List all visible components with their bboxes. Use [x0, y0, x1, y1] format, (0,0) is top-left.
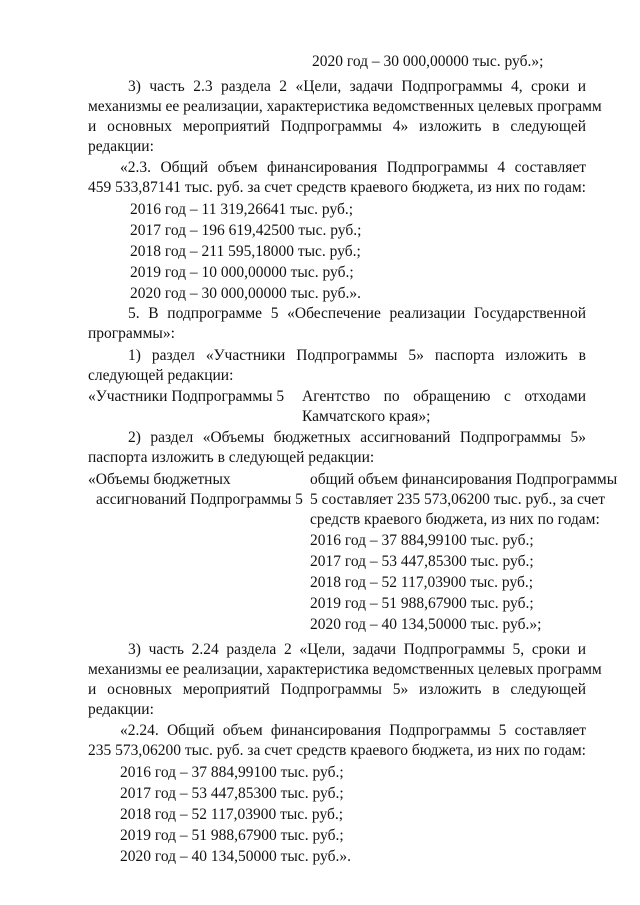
table-cell-right: 2018 год – 52 117,03900 тыс. руб.; — [310, 574, 534, 591]
text-line: 2020 год – 40 134,50000 тыс. руб.». — [120, 848, 351, 865]
text-line: 2019 год – 51 988,67900 тыс. руб.; — [120, 827, 344, 844]
text-line: 5. В подпрограмме 5 «Обеспечение реализации Государственной — [128, 305, 586, 322]
text-line: механизмы ее реализации, характеристика ведомственных целевых программ — [88, 661, 602, 678]
text-line: программы»: — [88, 325, 175, 342]
table-cell-right: Агентство по обращению с отходами — [302, 388, 586, 405]
text-line: 1) раздел «Участники Подпрограммы 5» паспорта изложить в — [128, 347, 586, 364]
table-cell-right: 2017 год – 53 447,85300 тыс. руб.; — [310, 553, 534, 570]
text-line: механизмы ее реализации, характеристика ведомственных целевых программ — [88, 98, 602, 115]
text-line: 3) часть 2.24 раздела 2 «Цели, задачи Подпрограммы 5, сроки и — [128, 641, 586, 658]
text-line: 459 533,87141 тыс. руб. за счет средств краевого бюджета, из них по годам: — [88, 179, 586, 196]
text-line: 2018 год – 52 117,03900 тыс. руб.; — [120, 806, 344, 823]
text-line: 2017 год – 53 447,85300 тыс. руб.; — [120, 785, 344, 802]
table-cell-right: 2020 год – 40 134,50000 тыс. руб.»; — [310, 616, 542, 633]
table-cell-left: «Участники Подпрограммы 5 — [88, 388, 285, 405]
text-line: и основных мероприятий Подпрограммы 4» изложить в следующей — [88, 118, 586, 135]
text-line: 2020 год – 30 000,00000 тыс. руб.». — [130, 285, 361, 302]
table-cell-right: 2019 год – 51 988,67900 тыс. руб.; — [310, 595, 534, 612]
text-line: «2.24. Общий объем финансирования Подпрограммы 5 составляет — [120, 722, 586, 739]
text-line: редакции: — [88, 138, 154, 155]
text-line: 2018 год – 211 595,18000 тыс. руб.; — [130, 243, 361, 260]
text-line: 2016 год – 11 319,26641 тыс. руб.; — [130, 201, 354, 218]
text-line: и основных мероприятий Подпрограммы 5» изложить в следующей — [88, 681, 586, 698]
text-line: 2016 год – 37 884,99100 тыс. руб.; — [120, 764, 344, 781]
table-cell-right: средств краевого бюджета, из них по годам: — [310, 511, 600, 528]
text-line: 235 573,06200 тыс. руб. за счет средств краевого бюджета, из них по годам: — [88, 742, 586, 759]
text-line: 2020 год – 30 000,00000 тыс. руб.»; — [312, 53, 544, 70]
table-cell-left: ассигнований Подпрограммы 5 — [96, 491, 303, 508]
table-cell-right: Камчатского края»; — [302, 408, 431, 425]
table-cell-left: «Объемы бюджетных — [88, 471, 231, 488]
table-cell-right: общий объем финансирования Подпрограммы — [310, 471, 618, 488]
text-line: 2019 год – 10 000,00000 тыс. руб.; — [130, 264, 354, 281]
text-line: «2.3. Общий объем финансирования Подпрограммы 4 составляет — [120, 159, 586, 176]
text-line: 3) часть 2.3 раздела 2 «Цели, задачи Подпрограммы 4, сроки и — [128, 78, 586, 95]
text-line: следующей редакции: — [88, 367, 234, 384]
text-line: паспорта изложить в следующей редакции: — [88, 449, 375, 466]
table-cell-right: 5 составляет 235 573,06200 тыс. руб., за счет — [310, 491, 606, 508]
table-cell-right: 2016 год – 37 884,99100 тыс. руб.; — [310, 532, 534, 549]
text-line: 2) раздел «Объемы бюджетных ассигнований Подпрограммы 5» — [128, 429, 586, 446]
text-line: редакции: — [88, 701, 154, 718]
text-line: 2017 год – 196 619,42500 тыс. руб.; — [130, 222, 362, 239]
